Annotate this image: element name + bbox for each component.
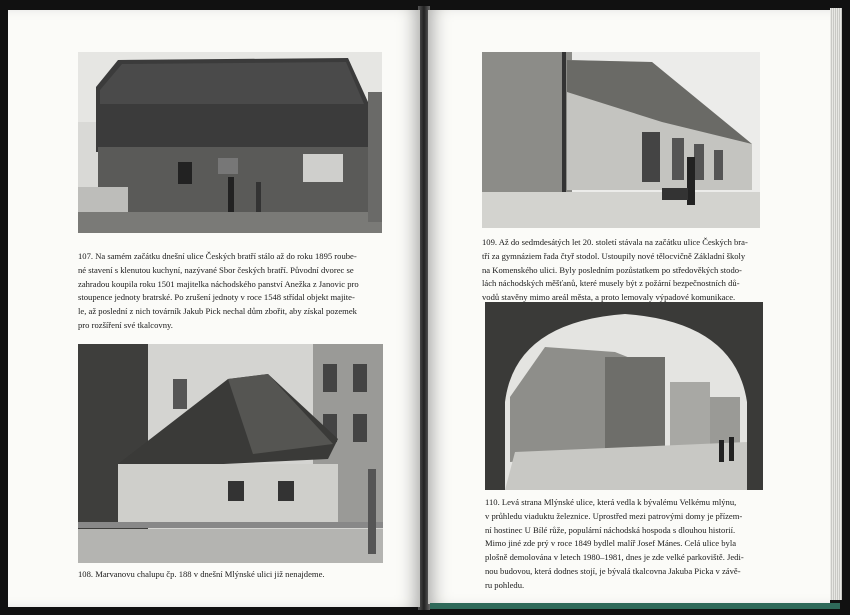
caption-line: né stavení s klenutou kuchyní, nazývané Sbor českých bratří. Původní dvorec se (78, 264, 354, 275)
caption-line: tří za gymnáziem řada čtyř stodol. Ustoupily nové tělocvičně Základní školy (482, 250, 746, 261)
photo-107-wooden-house (78, 52, 382, 233)
caption-line: 108. Marvanovu chalupu čp. 188 v dnešní Mlýnské ulici již nenajdeme. (78, 569, 325, 579)
caption-line: nou budovou, která dodnes stojí, je bývalá tkalcovna Jakuba Picka v závě- (485, 565, 741, 576)
caption-line: lách náchodských měšťanů, které musely být z požární bezpečnostních dů- (482, 278, 740, 289)
caption-line: vodů stavěny mimo areál města, a proto lemovaly výpadové komunikace. (482, 292, 736, 303)
caption-line: 107. Na samém začátku dnešní ulice Českých bratří stálo až do roku 1895 roube- (78, 251, 357, 261)
photo-108-cottage (78, 344, 383, 563)
caption-line: pro rozšíření své tkalcovny. (78, 319, 173, 330)
caption-108 (78, 568, 383, 582)
photo-109-barns (482, 52, 760, 228)
cover-edge (430, 603, 840, 609)
caption-line: na Komenského ulici. Byly posledním pozůstatkem po středověkých stodo- (482, 264, 742, 275)
caption-line: ru pohledu. (485, 579, 525, 590)
caption-line: 110. Levá strana Mlýnské ulice, která vedla k bývalému Velkému mlýnu, (485, 497, 737, 507)
caption-109 (482, 236, 760, 305)
photo-110-viaduct-view (485, 302, 763, 490)
caption-line: le, až poslední z nich továrník Jakub Pick nechal dům zbořit, aby získal pozemek (78, 306, 357, 317)
caption-line: stoupence jednoty bratrské. Po zrušení jednoty v roce 1548 střídal objekt majite- (78, 292, 355, 303)
page-edges (830, 8, 842, 600)
caption-107 (78, 250, 382, 333)
right-page (428, 10, 830, 604)
caption-line: 109. Až do sedmdesátých let 20. století stávala na začátku ulice Českých bra- (482, 237, 748, 247)
caption-line: plošně demolována v letech 1980–1981, dnes je zde velké parkoviště. Jedi- (485, 552, 744, 563)
caption-110 (485, 496, 763, 593)
caption-line: ní hostinec U Bílé růže, populární náchodská hospoda s dlouhou historií. (485, 524, 736, 535)
left-page (8, 10, 420, 607)
caption-line: v průhledu viaduktu železnice. Uprostřed mezi patrovými domy je přízem- (485, 510, 743, 521)
caption-line: zahradou koupila roku 1501 majitelka náchodského panství Anežka z Janovic pro (78, 278, 359, 289)
caption-line: Mimo jiné zde prý v roce 1849 bydlel malíř Josef Mánes. Celá ulice byla (485, 538, 737, 549)
